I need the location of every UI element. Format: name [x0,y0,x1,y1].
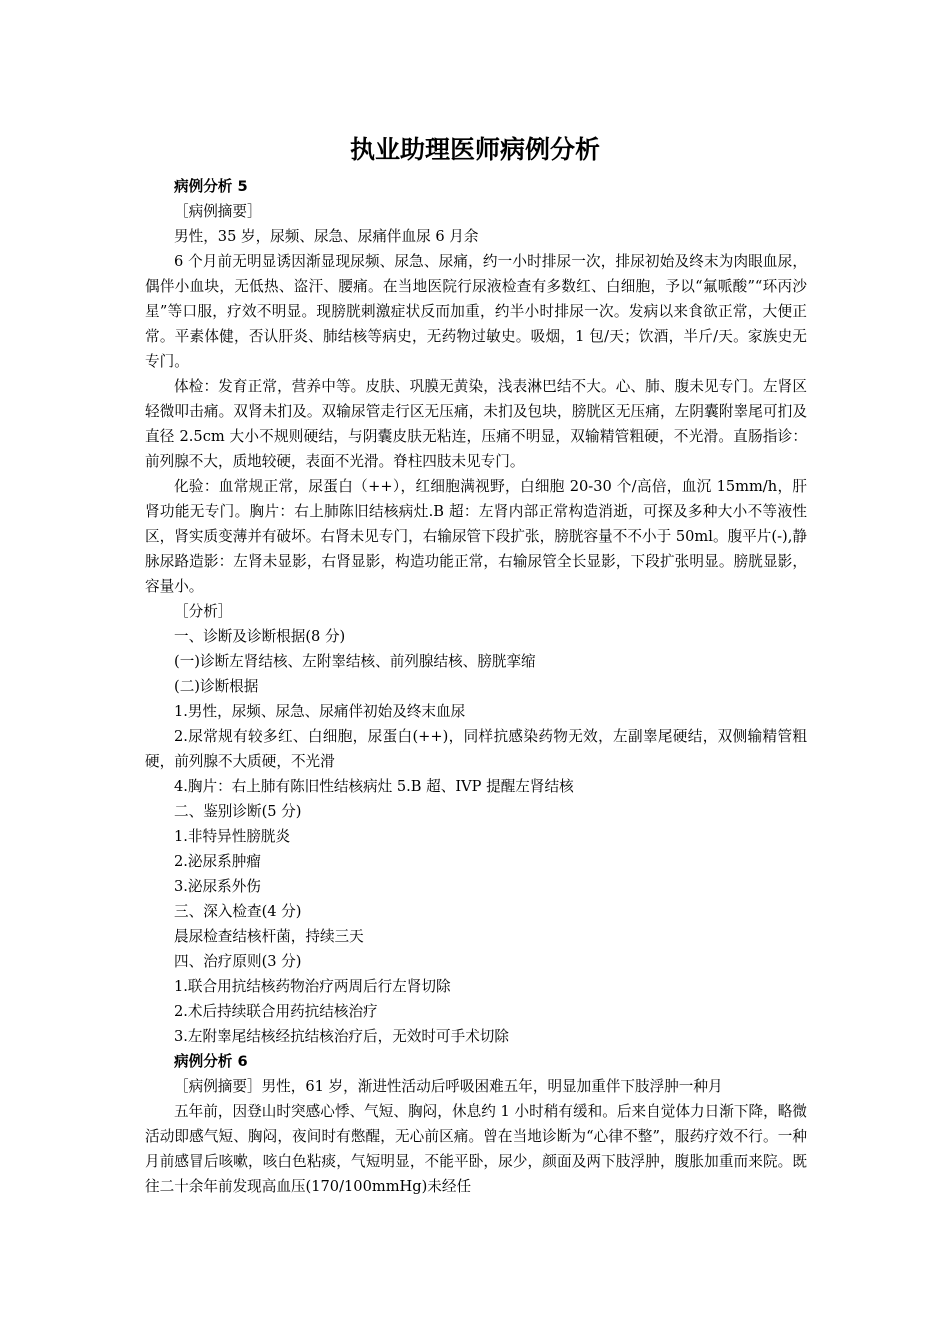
section-heading: 病例分析 6 [174,1053,248,1070]
paragraph: 男性，35 岁，尿频、尿急、尿痛伴血尿 6 月余 [174,228,479,245]
paragraph: 6 个月前无明显诱因渐显现尿频、尿急、尿痛，约一小时排尿一次，排尿初始及终末为肉眼血尿，偶伴小血块，无低热、盗汗、腰痛。在当地医院行尿液检查有多数红、白细胞，予以“氟哌酸”“环丙沙星”等口服，疗效不明显。现膀胱刺激症状反而加重，约半小时排尿一次。发病以来食欲正常，大便正常。平素体健，否认肝炎、肺结核等病史，无药物过敏史。吸烟，1 包/天；饮酒，半斤/天。家族史无专门。 [145,253,807,370]
paragraph: 五年前，因登山时突感心悸、气短、胸闷，休息约 1 小时稍有缓和。后来自觉体力日渐下降，略微活动即感气短、胸闷，夜间时有憋醒，无心前区痛。曾在当地诊断为“心律不整”，服药疗效不行。一种月前感冒后咳嗽，咳白色粘痰，气短明显，不能平卧，尿少，颜面及两下肢浮肿，腹胀加重而来院。既往二十余年前发现高血压(170/100mmHg)未经任 [145,1103,807,1195]
paragraph: 2.泌尿系肿瘤 [174,853,261,870]
paragraph: 4.胸片：右上肺有陈旧性结核病灶 5.B 超、IVP 提醒左肾结核 [174,778,574,795]
paragraph: 2.术后持续联合用药抗结核治疗 [174,1003,378,1020]
paragraph: 化验：血常规正常，尿蛋白（++），红细胞满视野，白细胞 20-30 个/高倍，血沉 15mm/h，肝肾功能无专门。胸片：右上肺陈旧结核病灶.B 超：左肾内部正常构造消逝，可探及多种大小不等液性区，肾实质变薄并有破坏。右肾未见专门，右输尿管下段扩张，膀胱容量不不小于 50ml。腹平片(-),静脉尿路造影：左肾未显影，右肾显影，构造功能正常，右输尿管全长显影，下段扩张明显。膀胱显影，容量小。 [145,478,807,595]
paragraph: 3.泌尿系外伤 [174,878,261,895]
paragraph: 三、深入检查(4 分) [174,903,302,920]
paragraph: 四、治疗原则(3 分) [174,953,302,970]
paragraph: 1.联合用抗结核药物治疗两周后行左肾切除 [174,978,451,995]
paragraph: ［病例摘要］ [174,203,262,220]
paragraph: 二、鉴别诊断(5 分) [174,803,302,820]
paragraph: (二)诊断根据 [174,678,259,695]
paragraph: 1.非特异性膀胱炎 [174,828,291,845]
paragraph: ［病例摘要］男性，61 岁，渐进性活动后呼吸困难五年，明显加重伴下肢浮肿一种月 [174,1078,723,1095]
document-title: 执业助理医师病例分析 [349,135,600,164]
paragraph: 1.男性，尿频、尿急、尿痛伴初始及终末血尿 [174,703,466,720]
paragraph: 晨尿检查结核杆菌，持续三天 [174,928,364,945]
paragraph: (一)诊断左肾结核、左附睾结核、前列腺结核、膀胱挛缩 [174,653,536,670]
paragraph: 3.左附睾尾结核经抗结核治疗后，无效时可手术切除 [174,1028,509,1045]
paragraph: 一、诊断及诊断根据(8 分) [174,628,346,645]
section-heading: 病例分析 5 [174,178,248,195]
document-body [145,174,807,1199]
paragraph: 2.尿常规有较多红、白细胞，尿蛋白(++)，同样抗感染药物无效，左副睾尾硬结，双侧输精管粗硬，前列腺不大质硬，不光滑 [145,728,807,770]
paragraph: 体检：发育正常，营养中等。皮肤、巩膜无黄染，浅表淋巴结不大。心、肺、腹未见专门。左肾区轻微叩击痛。双肾未扪及。双输尿管走行区无压痛，未扪及包块，膀胱区无压痛，左阴囊附睾尾可扪及直径 2.5cm 大小不规则硬结，与阴囊皮肤无粘连，压痛不明显，双输精管粗硬，不光滑。直肠指诊：前列腺不大，质地较硬，表面不光滑。脊柱四肢未见专门。 [145,378,807,470]
paragraph: ［分析］ [174,603,233,620]
